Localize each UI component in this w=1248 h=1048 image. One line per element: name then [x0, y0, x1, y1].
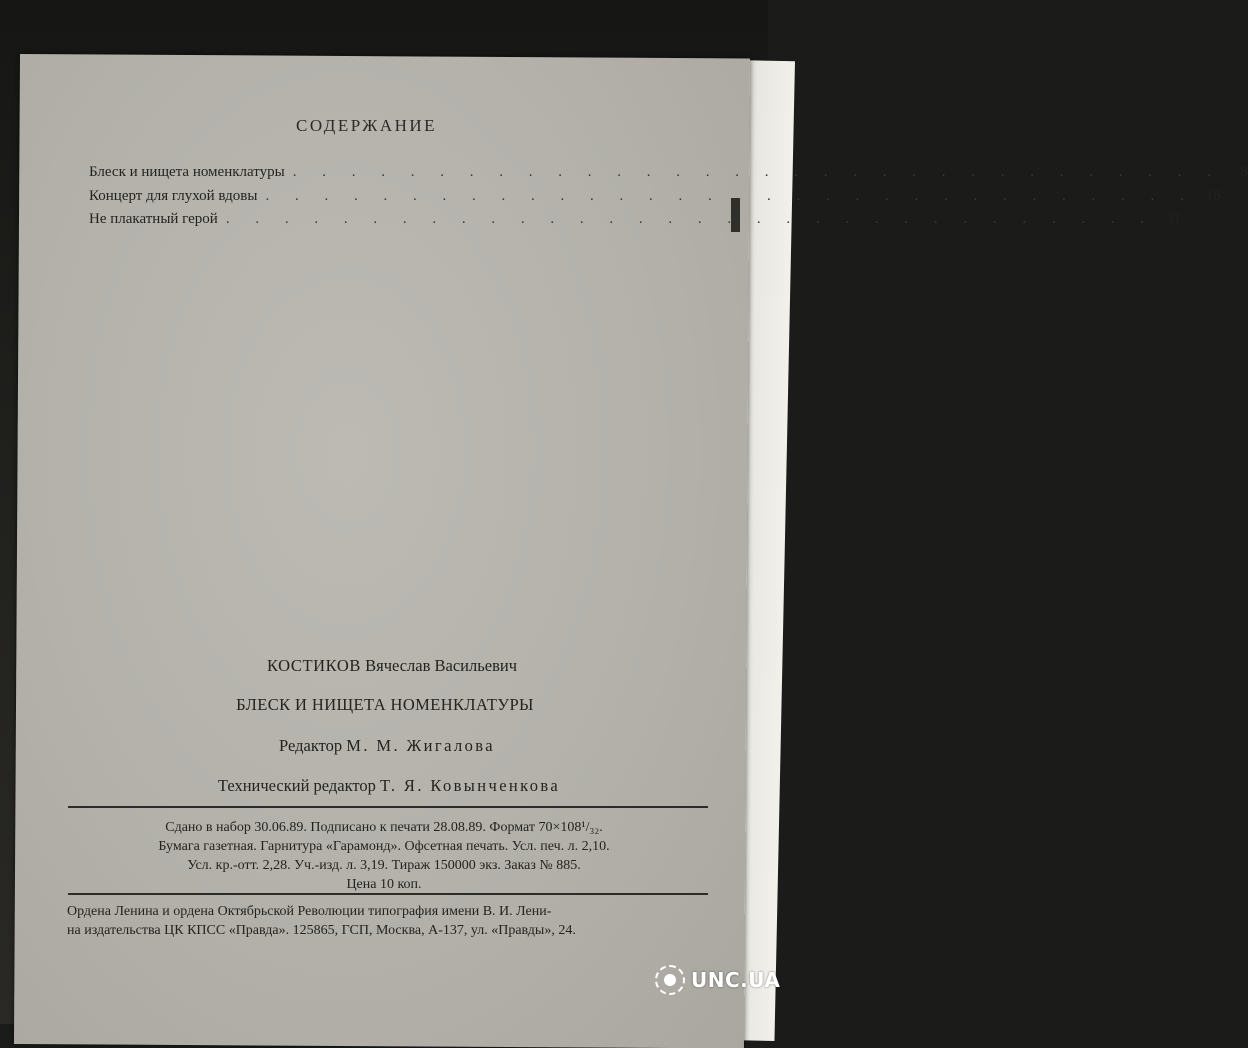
author-name: Вячеслав Васильевич [365, 656, 518, 675]
editor-label: Редактор [279, 736, 343, 755]
printer-line: на издательства ЦК КПСС «Правда». 125865, ГСП, Москва, А-137, ул. «Правды», 24. [67, 923, 576, 938]
tech-editor-line [0, 776, 768, 796]
book-title: БЛЕСК И НИЩЕТА НОМЕНКЛАТУРЫ [236, 695, 534, 714]
toc-leader-dots: . . . . . . . . . . . . . . . . . . . . . . . . . . . . . . . . [225, 211, 1156, 227]
price-line: Цена 10 коп. [346, 877, 422, 892]
top-divider [68, 806, 708, 808]
editor-line [0, 736, 768, 756]
author-surname: КОСТИКОВ [266, 656, 361, 675]
imprint-block [0, 818, 768, 894]
imprint-line: Бумага газетная. Гарнитура «Гарамонд». Офсетная печать. Усл. печ. л. 2,10. [158, 839, 610, 854]
toc-item-title: Блеск и нищета номенклатуры [89, 164, 285, 180]
toc-item-page: 3 [1240, 164, 1248, 180]
printer-line: Ордена Ленина и ордена Октябрьской Революции типография имени В. И. Лени- [67, 904, 552, 919]
toc-item[interactable] [89, 211, 1182, 231]
sun-seal-icon [655, 965, 685, 995]
watermark-text: UNC.UA [691, 968, 781, 992]
imprint-line: Сдано в набор 30.06.89. Подписано к печати 28.08.89. Формат 70×108¹/₃₂. [165, 820, 603, 835]
author-line [0, 656, 768, 676]
toc-item-title: Не плакатный герой [89, 211, 218, 227]
toc-item-title: Концерт для глухой вдовы [89, 188, 258, 204]
tech-editor-label: Технический редактор [217, 776, 376, 795]
toc-item[interactable] [89, 188, 1221, 208]
editor-name: М. М. Жигалова [346, 736, 495, 755]
toc-item[interactable] [89, 164, 1248, 184]
toc-leader-dots: . . . . . . . . . . . . . . . . . . . . . . . . . . . . . . . . [292, 164, 1222, 180]
toc-item-page: 31 [1166, 211, 1182, 227]
bottom-divider [68, 893, 708, 895]
toc-heading: СОДЕРЖАНИЕ [296, 116, 438, 135]
tech-editor-name: Т. Я. Ковынченкова [380, 776, 561, 795]
toc-leader-dots: . . . . . . . . . . . . . . . . . . . . . . . . . . . . . . . . [265, 188, 1195, 204]
watermark [655, 965, 780, 995]
printer-block [67, 902, 707, 940]
imprint-line: Усл. кр.-отт. 2,28. Уч.-изд. л. 3,19. Тираж 150000 экз. Заказ № 885. [187, 858, 581, 873]
toc-item-page: 16 [1205, 188, 1221, 204]
